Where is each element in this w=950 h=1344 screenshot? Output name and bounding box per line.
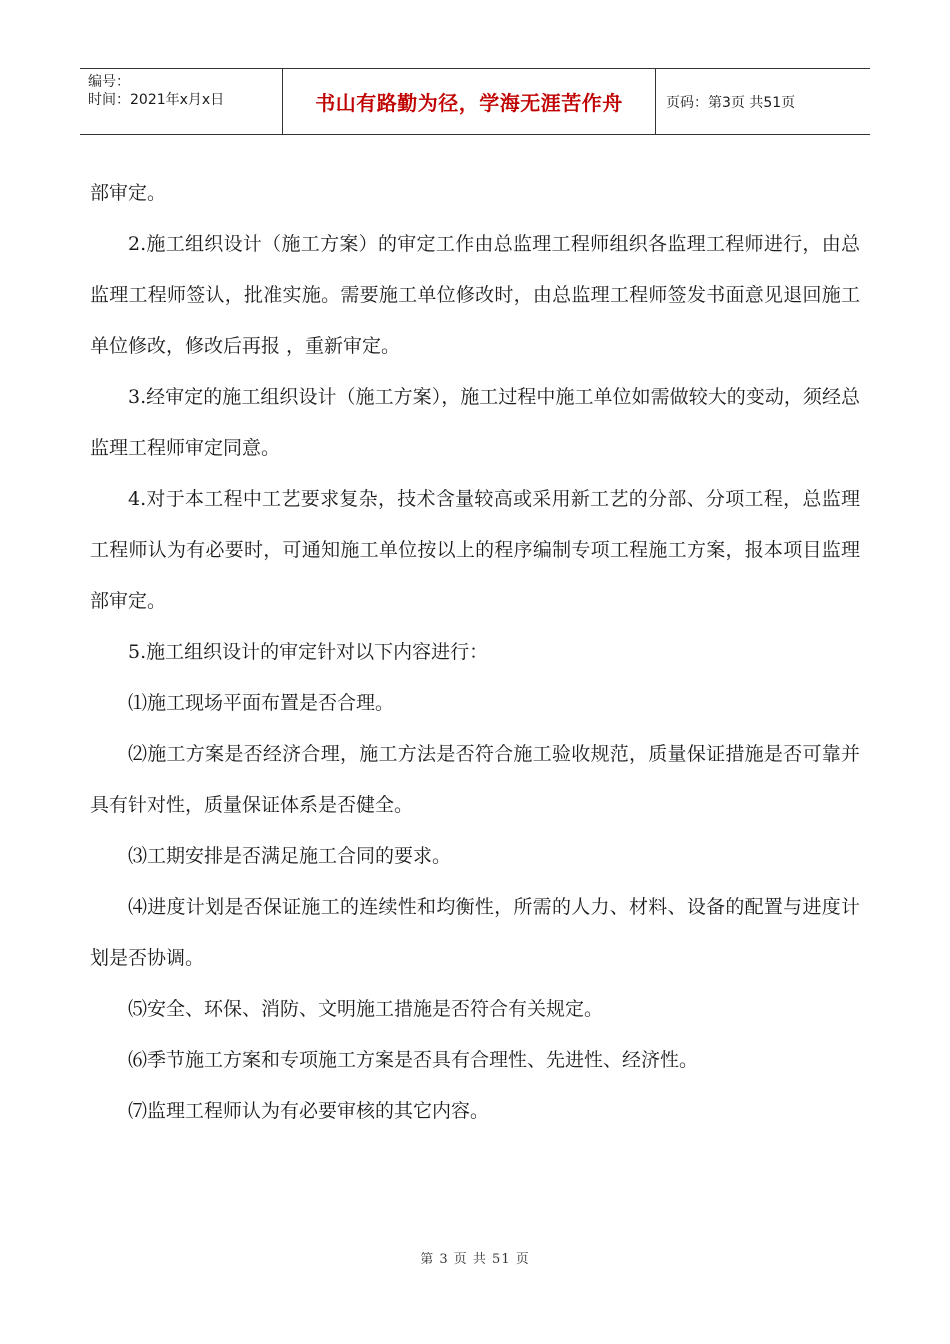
paragraph: 3.经审定的施工组织设计（施工方案），施工过程中施工单位如需做较大的变动，须经总监理工程师审定同意。 [90,386,860,459]
paragraph: 部审定。 [90,182,167,204]
list-item: ⑵施工方案是否经济合理，施工方法是否符合施工验收规范，质量保证措施是否可靠并具有针对性，质量保证体系是否健全。 [90,743,860,816]
list-item: ⑸安全、环保、消防、文明施工措施是否符合有关规定。 [128,998,604,1020]
header-motto: 书山有路勤为径，学海无涯苦作舟 [282,69,656,134]
list-item: ⑺监理工程师认为有必要审核的其它内容。 [128,1100,490,1122]
document-number: 编号： [88,74,130,90]
list-item: ⑴施工现场平面布置是否合理。 [128,692,395,714]
list-item: ⑶工期安排是否满足施工合同的要求。 [128,845,452,867]
paragraph: 5.施工组织设计的审定针对以下内容进行： [128,641,489,663]
paragraph: 4.对于本工程中工艺要求复杂，技术含量较高或采用新工艺的分部、分项工程，总监理工程师认为有必要时，可通知施工单位按以上的程序编制专项工程施工方案，报本项目监理部审定。 [90,488,860,612]
paragraph: 2.施工组织设计（施工方案）的审定工作由总监理工程师组织各监理工程师进行，由总监理工程师签认，批准实施。需要施工单位修改时，由总监理工程师签发书面意见退回施工单位修改，修改后再报 ，重新审定。 [90,233,860,357]
page-footer: 第 3 页 共 51 页 [420,1252,530,1267]
list-item: ⑷进度计划是否保证施工的连续性和均衡性，所需的人力、材料、设备的配置与进度计划是否协调。 [90,896,860,969]
list-item: ⑹季节施工方案和专项施工方案是否具有合理性、先进性、经济性。 [128,1049,699,1071]
header-page-number: 页码：第3页 共51页 [666,94,796,111]
document-body [90,168,860,1137]
page-header [80,68,870,135]
header-meta [80,69,282,134]
document-date: 时间：2021年x月x日 [88,92,225,108]
